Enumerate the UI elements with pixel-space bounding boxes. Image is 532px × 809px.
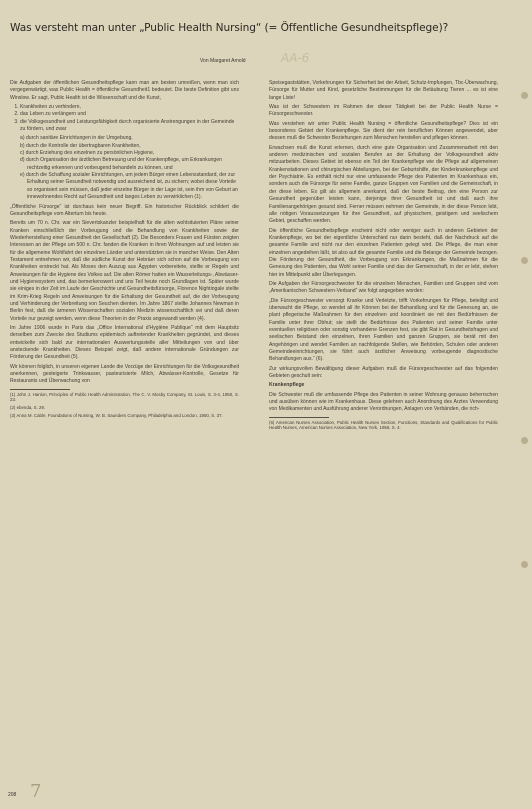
body-paragraph: Was verstehen wir unter Public Health Nursing = öffentliche Gesundheitspflege? Dies ist ein besonderes Gebiet der Krankenpflege. Sie dient der rein beruflichen Können angewendet, aber dessen muß die Schwester Beziehungen zum Menschen herstellen und pflegen können. [269,120,498,142]
page-number: 208 [8,792,17,798]
body-paragraph: Wir können folglich, in unseren eigenen Lande die Vorzüge der Einrichtungen für die Volksgesundheit anerkennen, gesteigerte Trinkwasser, pasteurisierte Milch, Abwässer-Kontrolle, Gesetze für Restaurants und Überwachung von [10,363,239,385]
definition-item: 2. das Leben zu verlängern und [20,111,239,118]
body-paragraph: „Öffentliche Fürsorge“ ist durchaus kein neuer Begriff. Ein historischer Rückblick schildert die Gesundheitspflege vom Altertum bis heute. [10,203,239,217]
punch-hole [521,257,528,264]
footnote: (1) John J. Hanlon, Principles of Public Health Administration, The C. V. Mosby Company, St. Louis, S. 3-4, 1950, S. 23. [10,391,239,403]
intro-paragraph: Die Aufgaben der öffentlichen Gesundheitspflege kann man am besten umreißen, wenn man sich vergegenwärtigt, was Public Health = öffentliche Gesundheit1 bedeutet. Die beste Definition gibt uns Winslow. Er sagt, Public Health ist die Wissenschaft und die Kunst, [10,80,239,101]
body-paragraph: Was ist der Schwestern im Rahmen der dieser Tätigkeit bei der Public Health Nurse = Fürsorgeschwester. [269,104,498,118]
measure-item: c) durch Erziehung des einzelnen zu persönlichen Hygiene, [20,150,155,157]
definition-item: 1. Krankheiten zu verhindern, [20,104,239,111]
measure-item: a) durch sanitäre Einrichtungen in der Umgebung, [20,135,133,142]
body-paragraph: Zur wirkungsvollen Bewältigung dieser Aufgaben muß die Fürsorgeschwester auf das folgenden Gebieten geschult sein: [269,365,498,380]
punch-hole [521,561,528,568]
footnote-divider [269,417,329,418]
footnote: (3) Anna M. Cable, Foundations of Nursing, W. B. Saunders Company, Philadelphia and London, 1950, S. 37. [10,412,223,418]
measure-item: b) durch die Kontrolle der übertragbaren Krankheiten, [20,142,141,149]
section-heading: Krankenpflege [269,382,305,389]
definition-list [10,104,239,133]
footnote: (2) ebenda, S. 29. [10,404,46,410]
punch-hole [521,92,528,99]
right-column [269,80,498,433]
body-paragraph: Bereits um 70 n. Chr. war ein Sievertskanzler beispielhaft für die alten wohlsituierten Pläne seiner Kranken einschließlich der Vorbeugung und die Behandlung von Krankheiten sowie der Wiederherstellung einer Gesundheit der Gesellschaft (2). Die Besonders Frauen und Fürsten zeigten Interessen an der Pflege um 500 n. Chr. fanden die Kranken in ihren Wohnungen auf und leisten sie für die allgemeine Wohlfahrt der einzelnen Länder und unterstützten sie in mancher Weise. Den Alten Testament entnehmen wir, daß die südliche Kunst der Hebräer sich schon auf die Vorbeugung von Krankheiten erstreckt hat. Als Moses den Auszug aus Ägypten vorbereitete, stellte er Regeln und Anweisungen für die Hygiene des Volkes auf. Die alten Römer hatten ein Wasserleitungs-, Abwässer- und Hygienesystem und, das bemerkenswert und uns Teil heute noch Grundlagen ist. Später wurde sie einiges in der Zeit im Laufe der Geschichte und Gesundheitsfürsorge, Florence Nightingale stellte im Krim-Krieg Regeln und Anweisungen für die Erhaltung der Gesundheit auf, die der Vorbeugung und Verhinderung der Verbreitung von Seuchen dienten. Im Jahre 1867 stellte Johannes Newman in Berlin fest, daß die ärmeren Wissenschaften sozialen Medizin wissenschaftlich sei und daß deren Vorteile nur gezeigt werden, wenn diese Theorien in der Praxis angewandt werden (4). [10,220,239,322]
body-paragraph: Speisegaststätten, Vorkehrungen für Sicherheit bei der Arbeit, Schutz-Impfungen, Tbc-Überwachung, Fürsorge für Mutter und Kind, gesetzliche Bestimmungen für die Betäubung Tieren ... es ist eine lange Liste! [269,80,498,101]
measures-list [20,135,239,201]
measure-item: e) durch die Schaffung sozialer Einrichtungen, um jedem Bürger einen Lebensstandard, der zur Erhaltung seiner Gesundheit notwendig und ausreichend ist, zu sichern; wobei diese Vorteile so organisiert sein müssen, daß jeder einzelne Bürger in der Lage ist, sein ihm von Geburt an innewohnendes Recht auf Gesundheit und langes Leben zu verwirklichen (1). [20,172,238,201]
footnote-divider [10,389,70,390]
author-byline: Von Margaret Arnold [200,58,246,64]
measure-item: d) durch Organisation der ärztlichen Betreuung und der Krankenpflege, um Erkrankungen rechtzeitig erkennen und vorbeugend behandeln zu können, und [20,157,222,171]
definition-item: 3. die Volksgesundheit und Leistungsfähigkeit durch organisierte Anstrengungen in der Gemeinde zu fördern, und zwar [20,119,239,134]
footnote: (6) American Nurses Association, Public Health Nurses Section, Functions, Standards and Qualifications for Public Health Nurses, American Nurses Association, New York, 1956, S. 4. [269,419,498,431]
pencil-mark: 7 [30,781,42,802]
body-paragraph: Die öffentliche Gesundheitspflege erscheint nicht oder weniger auch in anderen Gebieten der Krankenpflege, wo bei der eigentliche Unterschied nur darin besteht, daß der Nachdruck auf die gesamte Familie und nicht nur den einzelnen Patienten gelegt wird. Die Pflege, die man einer einzelnen angedeihen läßt, ist also auf die gesamte Familie und die Belange der Gemeinde bezogen. Die Förderung der Gesundheit, die Vorbeugung von Erkrankungen, die Maßnahmen für die Genesung des Patienten, das Wohl seiner Familie und das der Gemeinschaft, in der er lebt, stehen hier im Mittelpunkt aller Überlegungen. [269,227,498,278]
punch-hole [521,437,528,444]
left-column [10,80,239,420]
handwritten-archive-stamp: AA-6 [281,51,310,65]
body-paragraph: Die Schwester muß die umfassende Pflege des Patienten in seiner Wohnung genauso beherrschen und ausüben können wie im Krankenhaus. Diese gelehren auch Anordnung des Arztes Verwendung von Medikamenten und Ausführung anderer Verordnungen, Anlagen von Verbänden, die rich- [269,391,498,413]
article-title: Was versteht man unter „Public Health Nursing“ (= Öffentliche Gesundheitspflege)? [10,22,449,34]
body-paragraph: „Die Fürsorgeschwester versorgt Kranke und Verletzte, trifft Vorkehrungen für Pflege, beteiligt und überwacht die Pflege, so wendet all ihr Können bei der Behandlung und für die Genesung an, sie plant pflegerische Maßnahmen für den einzelnen und koordiniert sie mit den Bedürfnissen der Familie unter ihrer Obhut; sie stellt die Bedürfnisse des Patienten und seiner Familie unter eventuellen religiösen oder sonstig vorhandene Grenzen fest, sie gibt Rat in Gesundheitsfragen und seelischen Beistand den einzelnen, ihren Familien und ganzen Gruppen, sie berät mit den Angehörigen und wendet Familien an nachfolgende Stellen, wie Behörden, Schulen oder anderen Gemeindeeinrichtungen, sie führt auch ärztlicher Anweisung vorbeugende diagnostische Behandlungen aus.“ (6). [269,297,498,363]
body-paragraph: Die Aufgaben der Fürsorgeschwester für die einzelnen Menschen, Familien und Gruppen sind vom „Amerikanischen Schwestern-Verband“ wie folgt angegeben worden: [269,280,498,295]
body-paragraph: Erwachsen muß die Kunst erlernen, durch eine gute Organisation und Zusammenarbeit mit den anderen medizinischen und sozialen Berufen an der Erhaltung der Volksgesundheit aktiv mitzuarbeiten. Dieses Gebiet ist ebenso ein Teil der Krankenpflege wie die Pflege auf allgemeinen Krankenstationen und chirurgischen Abteilungen, bei der Geburtshilfe, der Kinderkrankenpflege und der Psychiatrie. Es enthält nicht nur eine umfassende Pflege des Patienten im Krankenhaus ein, sondern auch die Fürsorge für seine Familie, ganze Gruppen von Familien und die Gemeinschaft, in der diese leben. Es gilt als allgemein anerkannt, daß der beste Beitrag, den eine Person zur Gesundheit gegenüber leisten kann, derjenige ihrer Gesundheit ist und daß auch ihre Familienangehörigen gesund sind. Ferner müssen nehmen der Gemeinde, in der diese Person lebt, alle nötigen Voraussetzungen für ihre Gesundheit, auf physischem, geistigem und seelischem Gebiet, geschaffen werden. [269,144,498,225]
body-paragraph: Im Jahre 1906 wurde in Paris das „Office International d'Hygiène Publique“ mit dem Hauptsitz derselben zum Zwecke des Studiums epidemisch auftretender Krankheiten gegründet, und dieses entwickelte sich bald zur internationalen Auswertungsstelle aller Mitteilungen von und über ansteckende Krankheiten. Dieses Beispiel zeigt, daß andere internationale Gründungen zur Förderung der Gesundheit (5). [10,325,239,361]
